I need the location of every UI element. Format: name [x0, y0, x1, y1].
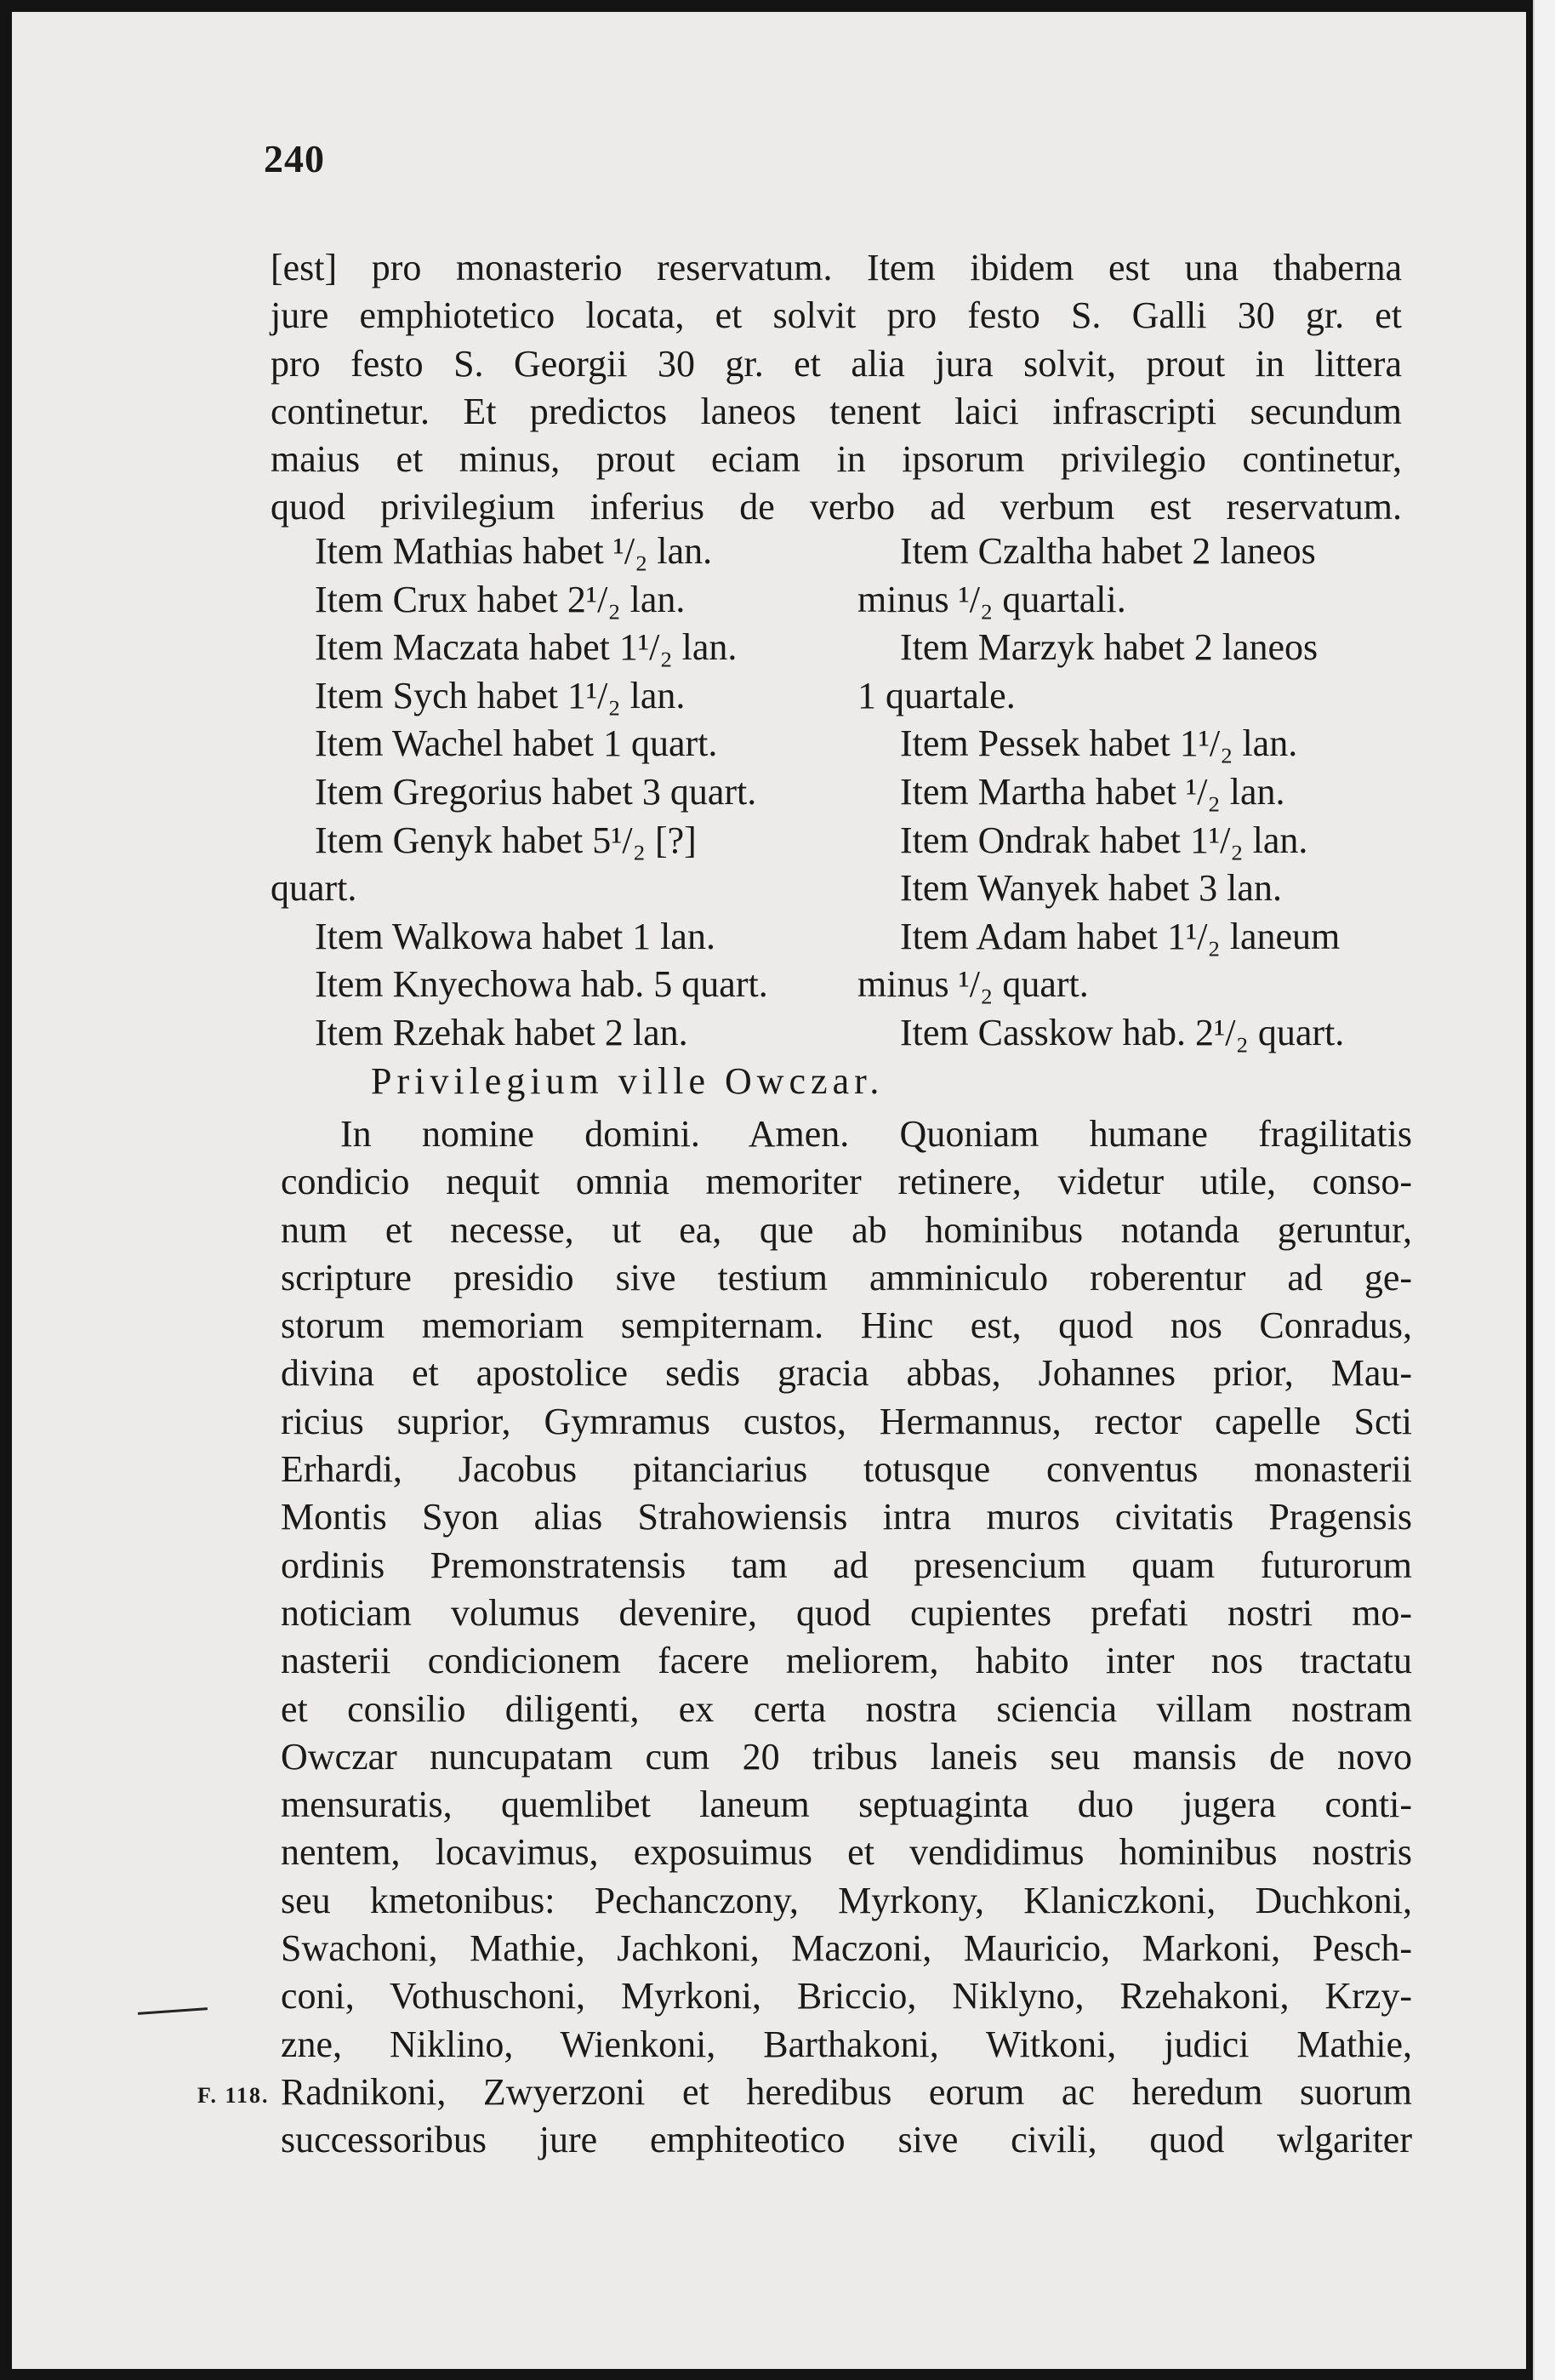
tenant-entry: Item Pessek habet 1¹/₂ lan.: [900, 722, 1298, 765]
intro-paragraph: [271, 244, 1402, 532]
text-line: et consilio diligenti, ex certa nostra sciencia villam nostram: [281, 1687, 1412, 1730]
tenant-list-right-column: [857, 528, 1402, 1058]
tenant-list-left-column: [271, 528, 823, 1058]
margin-folio-note: F. 118.: [197, 2083, 270, 2108]
text-line: Swachoni, Mathie, Jachkoni, Maczoni, Mauricio, Markoni, Pesch-: [281, 1927, 1412, 1970]
text-line: [est] pro monasterio reservatum. Item ibidem est una thaberna: [271, 247, 1402, 288]
tenant-entry: Item Genyk habet 5¹/₂ [?]: [315, 819, 697, 861]
tenant-entry: Item Wachel habet 1 quart.: [315, 722, 718, 765]
tenant-entry: Item Crux habet 2¹/₂ lan.: [315, 578, 686, 620]
page-edge: [1533, 0, 1555, 2380]
text-line: Montis Syon alias Strahowiensis intra muros civitatis Pragensis: [281, 1496, 1412, 1538]
page-number: 240: [264, 137, 325, 180]
text-line: nentem, locavimus, exposuimus et vendidimus hominibus nostris: [281, 1831, 1412, 1874]
tenant-entry: Item Czaltha habet 2 laneos: [900, 530, 1316, 572]
text-line: scripture presidio sive testium amminiculo roberentur ad ge-: [281, 1256, 1412, 1298]
text-line: Owczar nuncupatam cum 20 tribus laneis seu mansis de novo: [281, 1735, 1412, 1778]
text-line: maius et minus, prout eciam in ipsorum privilegio continetur,: [271, 438, 1402, 481]
text-line: quod privilegium inferius de verbo ad verbum est reservatum.: [271, 486, 1402, 528]
tenant-entry: Item Maczata habet 1¹/₂ lan.: [315, 626, 738, 669]
tenant-entry: Item Gregorius habet 3 quart.: [315, 770, 757, 813]
tenant-entry: minus ¹/₂ quart.: [857, 963, 1089, 1006]
tenant-entry: Item Sych habet 1¹/₂ lan.: [315, 674, 686, 716]
tenant-entry: Item Knyechowa hab. 5 quart.: [315, 963, 768, 1006]
text-line: Radnikoni, Zwyerzoni et heredibus eorum ac heredum suorum: [281, 2070, 1412, 2113]
text-line: successoribus jure emphiteotico sive civili, quod wlgariter: [281, 2119, 1412, 2161]
tenant-entry: quart.: [271, 867, 357, 910]
text-line: num et necesse, ut ea, que ab hominibus notanda geruntur,: [281, 1208, 1412, 1251]
text-line: ordinis Premonstratensis tam ad presencium quam futurorum: [281, 1544, 1412, 1586]
text-line: ricius suprior, Gymramus custos, Hermannus, rector capelle Scti: [281, 1400, 1412, 1442]
text-line: pro festo S. Georgii 30 gr. et alia jura solvit, prout in littera: [271, 342, 1402, 385]
text-line: In nomine domini. Amen. Quoniam humane fragilitatis: [340, 1113, 1412, 1155]
tenant-entry: Item Walkowa habet 1 lan.: [315, 915, 715, 957]
text-line: coni, Vothuschoni, Myrkoni, Briccio, Niklyno, Rzehakoni, Krzy-: [281, 1975, 1412, 2018]
text-line: seu kmetonibus: Pechanczony, Myrkony, Klaniczkoni, Duchkoni,: [281, 1879, 1412, 1921]
text-line: continetur. Et predictos laneos tenent laici infrascripti secundum: [271, 390, 1402, 432]
section-heading: Privilegium ville Owczar.: [371, 1060, 885, 1102]
text-line: divina et apostolice sedis gracia abbas, Johannes prior, Mau-: [281, 1352, 1412, 1395]
tenant-entry: Item Ondrak habet 1¹/₂ lan.: [900, 819, 1308, 861]
tenant-entry: minus ¹/₂ quartali.: [857, 578, 1126, 620]
tenant-entry: Item Wanyek habet 3 lan.: [900, 867, 1282, 910]
tenant-entry: Item Marzyk habet 2 laneos: [900, 626, 1319, 669]
text-line: Erhardi, Jacobus pitanciarius totusque conventus monasterii: [281, 1448, 1412, 1491]
text-line: storum memoriam sempiternam. Hinc est, quod nos Conradus,: [281, 1304, 1412, 1347]
text-line: nasterii condicionem facere meliorem, habito inter nos tractatu: [281, 1640, 1412, 1682]
text-line: jure emphiotetico locata, et solvit pro festo S. Galli 30 gr. et: [271, 294, 1402, 337]
tenant-entry: 1 quartale.: [857, 674, 1016, 716]
text-line: noticiam volumus devenire, quod cupientes prefati nostri mo-: [281, 1591, 1412, 1634]
tenant-entry: Item Casskow hab. 2¹/₂ quart.: [900, 1011, 1345, 1053]
text-line: zne, Niklino, Wienkoni, Barthakoni, Witkoni, judici Mathie,: [281, 2023, 1412, 2065]
text-line: mensuratis, quemlibet laneum septuaginta duo jugera conti-: [281, 1784, 1412, 1826]
text-line: condicio nequit omnia memoriter retinere, videtur utile, conso-: [281, 1161, 1412, 1203]
tenant-entry: Item Martha habet ¹/₂ lan.: [900, 770, 1285, 813]
tenant-entry: Item Rzehak habet 2 lan.: [315, 1011, 688, 1053]
tenant-entry: Item Adam habet 1¹/₂ laneum: [900, 915, 1341, 957]
privilege-paragraph: [281, 1110, 1412, 2165]
tenant-entry: Item Mathias habet ¹/₂ lan.: [315, 530, 713, 572]
